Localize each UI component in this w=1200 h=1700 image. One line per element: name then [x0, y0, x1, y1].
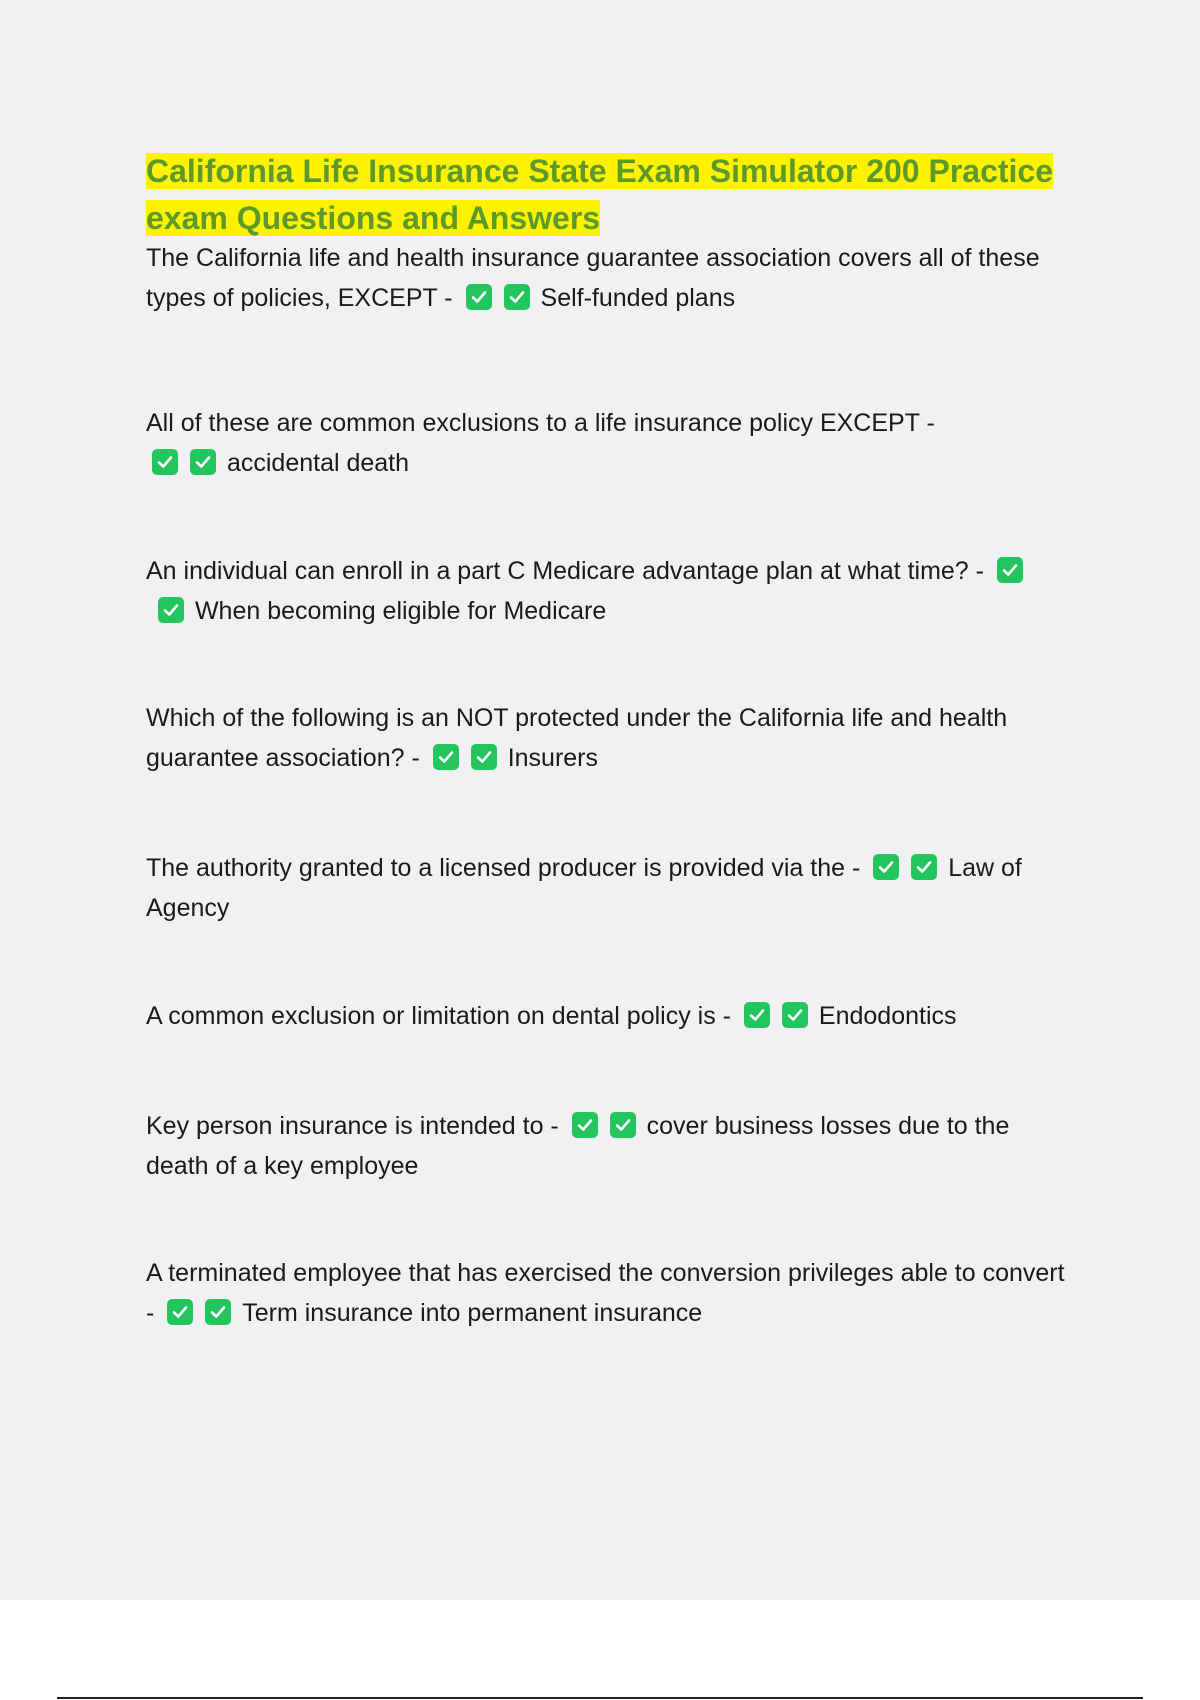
check-mark-icon: [873, 854, 899, 880]
answer-text: Term insurance into permanent insurance: [242, 1299, 703, 1327]
check-mark-icon: [205, 1299, 231, 1325]
check-mark-icon: [782, 1002, 808, 1028]
answer-text: When becoming eligible for Medicare: [194, 597, 607, 625]
check-mark-icon: [911, 854, 937, 880]
check-mark-icon: [504, 284, 530, 310]
qa-item: [146, 403, 946, 483]
title-line-1: California Life Insurance State Exam Simulator 200 Practice: [146, 153, 1054, 189]
question-text: Key person insurance is intended to -: [146, 1112, 559, 1140]
qa-item: [146, 1253, 1076, 1333]
qa-item: [146, 551, 1026, 631]
document-content: [146, 148, 1076, 1327]
check-mark-icon: [433, 744, 459, 770]
answer-text: Insurers: [507, 744, 599, 772]
question-text: All of these are common exclusions to a life insurance policy EXCEPT -: [146, 409, 935, 437]
answer-text: Self-funded plans: [540, 284, 736, 312]
question-text: A terminated employee that has exercised the conversion privileges able to convert -: [146, 1259, 1065, 1327]
question-text: Which of the following is an NOT protected under the California life and health guarantee association? -: [146, 704, 1008, 772]
answer-text: cover business losses due to the death of a key employee: [146, 1112, 1010, 1180]
document-title: [146, 148, 1076, 242]
title-line-2: exam Questions and Answers: [146, 200, 601, 236]
check-mark-icon: [167, 1299, 193, 1325]
check-mark-icon: [152, 449, 178, 475]
check-mark-icon: [466, 284, 492, 310]
check-mark-icon: [190, 449, 216, 475]
question-text: A common exclusion or limitation on dental policy is -: [146, 1002, 731, 1030]
qa-item: [146, 698, 1076, 778]
answer-text: accidental death: [226, 449, 410, 477]
qa-item: [146, 238, 1076, 318]
check-mark-icon: [997, 557, 1023, 583]
question-text: An individual can enroll in a part C Medicare advantage plan at what time? -: [146, 557, 984, 585]
check-mark-icon: [610, 1112, 636, 1138]
check-mark-icon: [471, 744, 497, 770]
question-text: The authority granted to a licensed producer is provided via the -: [146, 854, 861, 882]
answer-text: Law of Agency: [146, 854, 1022, 922]
check-mark-icon: [572, 1112, 598, 1138]
check-mark-icon: [744, 1002, 770, 1028]
qa-item: [146, 848, 1076, 928]
bottom-divider: [57, 1697, 1143, 1699]
qa-item: [146, 996, 1076, 1036]
qa-item: [146, 1106, 1076, 1186]
check-mark-icon: [158, 597, 184, 623]
answer-text: Endodontics: [818, 1002, 957, 1030]
question-text: The California life and health insurance guarantee association covers all of these types of policies, EXCEPT -: [146, 244, 1040, 312]
